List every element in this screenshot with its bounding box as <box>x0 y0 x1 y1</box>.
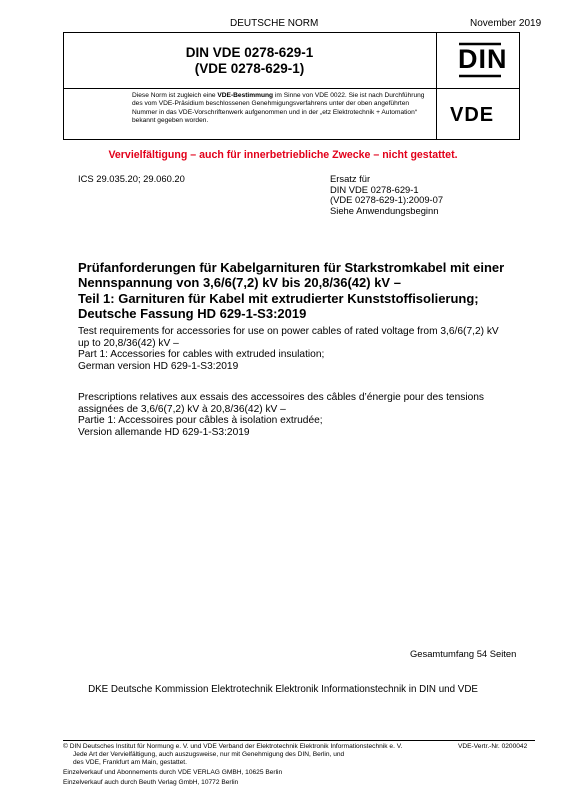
title-english-line-3: Part 1: Accessories for cables with extruded insulation; <box>78 349 325 361</box>
vde-logo: VDE <box>450 104 495 126</box>
copyright-line-1: © DIN Deutsches Institut für Normung e. V. und VDE Verband der Elektrotechnik Elektronik Informationstechnik e. V. <box>63 743 403 750</box>
vde-regulation-note <box>132 92 432 125</box>
replacement-line-3: (VDE 0278-629-1):2009-07 <box>330 194 444 205</box>
publication-date: November 2019 <box>470 18 542 29</box>
title-german-line-1: Prüfanforderungen für Kabelgarnituren für Starkstromkabel mit einer <box>78 260 505 275</box>
document-number: DIN VDE 0278-629-1 <box>185 45 314 60</box>
replacement-line-1: Ersatz für <box>330 173 371 184</box>
title-french <box>78 392 548 438</box>
reproduction-warning: Vervielfältigung – auch für innerbetriebliche Zwecke – nicht gestattet. <box>108 149 458 161</box>
footer-copyright <box>63 743 463 767</box>
copyright-line-3: des VDE, Frankfurt am Main, gestattet. <box>73 759 187 766</box>
standard-type-label: DEUTSCHE NORM <box>230 18 319 29</box>
title-english-line-2: up to 20,8/36(42) kV – <box>78 337 179 349</box>
replacement-block <box>330 174 443 216</box>
replacement-line-2: DIN VDE 0278-629-1 <box>330 183 419 195</box>
title-german-line-3: Teil 1: Garnituren für Kabel mit extrudierter Kunststoffisolierung; <box>78 290 479 306</box>
title-german-line-4: Deutsche Fassung HD 629-1-S3:2019 <box>78 306 307 322</box>
title-french-line-3: Partie 1: Accessoires pour câbles à isolation extrudée; <box>78 415 323 427</box>
title-french-line-2: assignées de 3,6/6(7,2) kV à 20,8/36(42) kV – <box>78 403 286 415</box>
vde-distribution-number: VDE-Vertr.-Nr. 0200042 <box>458 743 528 750</box>
din-logo <box>455 38 508 82</box>
vde-note-bold: VDE-Bestimmung <box>217 92 274 99</box>
sales-line-2: Einzelverkauf auch durch Beuth Verlag GmbH, 10772 Berlin <box>63 779 239 786</box>
title-german <box>78 260 548 322</box>
title-english <box>78 326 548 372</box>
header-divider-horizontal <box>63 88 520 89</box>
ics-codes: ICS 29.035.20; 29.060.20 <box>78 173 185 184</box>
vde-note-prefix: Diese Norm ist zugleich eine <box>132 92 218 99</box>
title-english-line-4: German version HD 629-1-S3:2019 <box>78 360 239 372</box>
dke-committee: DKE Deutsche Kommission Elektrotechnik Elektronik Informationstechnik in DIN und VDE <box>88 684 478 695</box>
vde-note-rest: im Sinne von VDE 0022. Sie ist nach Durchführung des vom VDE-Präsidium beschlossenen Genehmigungsverfahrens unter der oben angeführten Nummer in das VDE-Vorschriftenwerk aufgenommen und in der „etz Elektrotechnik + Automation“ bekannt gegeben worden. <box>132 92 425 124</box>
title-french-line-4: Version allemande HD 629-1-S3:2019 <box>78 426 250 438</box>
replacement-line-4: Siehe Anwendungsbeginn <box>330 204 439 216</box>
sales-line-1: Einzelverkauf und Abonnements durch VDE VERLAG GMBH, 10625 Berlin <box>63 769 283 776</box>
title-french-line-1: Prescriptions relatives aux essais des accessoires des câbles d’énergie pour des tensions <box>78 392 485 403</box>
vde-number: (VDE 0278-629-1) <box>194 61 305 76</box>
header-divider-vertical <box>436 32 437 140</box>
title-english-line-1: Test requirements for accessories for use on power cables of rated voltage from 3,6/6(7,2) kV <box>78 326 499 337</box>
din-logo-text: DIN <box>458 44 508 74</box>
document-number-block <box>63 45 436 77</box>
copyright-line-2: Jede Art der Vervielfältigung, auch auszugsweise, nur mit Genehmigung des DIN, Berlin, und <box>73 751 345 758</box>
total-pages: Gesamtumfang 54 Seiten <box>410 648 517 659</box>
title-german-line-2: Nennspannung von 3,6/6(7,2) kV bis 20,8/36(42) kV – <box>78 275 401 291</box>
footer-rule <box>63 740 535 741</box>
